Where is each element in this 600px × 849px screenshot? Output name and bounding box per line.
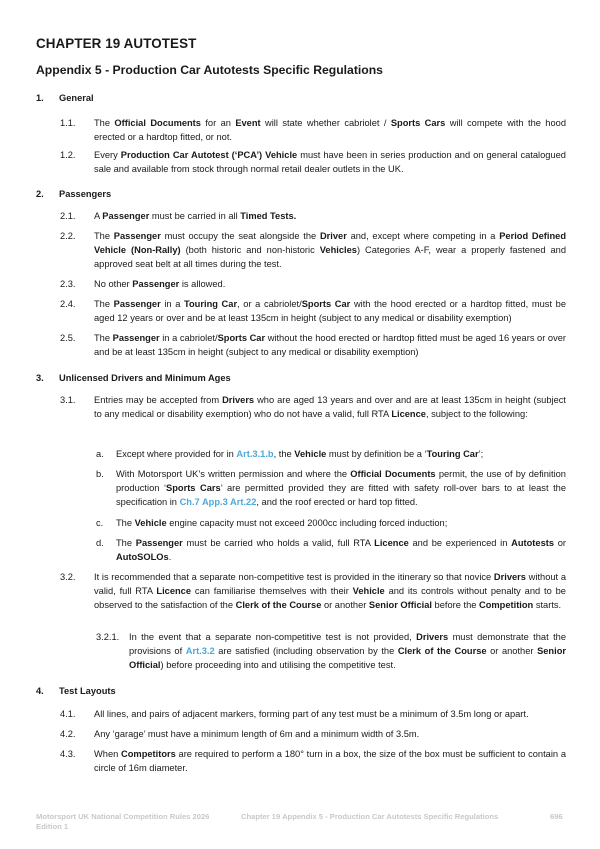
defined-term: Competition <box>479 600 534 610</box>
defined-term: Passenger <box>102 211 150 221</box>
clause-number: c. <box>96 518 104 528</box>
defined-term: Passenger <box>113 299 161 309</box>
defined-term: Event <box>235 118 261 128</box>
defined-term: Clerk of the Course <box>397 646 487 656</box>
clause-text: Entries may be accepted from Drivers who are aged 13 years and over and are at least 135cm in height (subject to any medical or disability exemption) who do not have a valid, full RTA Licence, subject to the following: <box>94 395 566 419</box>
clause-text: No other Passenger is allowed. <box>94 279 226 289</box>
clause-text: Except where provided for in Art.3.1.b, the Vehicle must by definition be a ‘Touring Car’; <box>116 449 484 459</box>
clause-text: The Official Documents for an Event will state whether cabriolet / Sports Cars will compete with the hood erected or a hardtop fitted, or not. <box>94 118 566 142</box>
defined-term: Drivers <box>493 572 526 582</box>
section-title: Unlicensed Drivers and Minimum Ages <box>59 373 231 383</box>
defined-term: Drivers <box>416 632 449 642</box>
clause-number: 2.1. <box>60 211 76 221</box>
defined-term: Clerk of the Course <box>235 600 322 610</box>
defined-term: Senior Official <box>368 600 432 610</box>
clause-text: The Passenger must be carried who holds a valid, full RTA Licence and be experienced in Autotests or AutoSOLOs. <box>116 538 567 562</box>
defined-term: Autotests <box>511 538 555 548</box>
section-number: 2. <box>36 189 44 199</box>
defined-term: Vehicle <box>352 586 385 596</box>
section-number: 4. <box>36 686 44 696</box>
clause-number: 2.2. <box>60 231 76 241</box>
clause-text: In the event that a separate non-competitive test is not provided, Drivers must demonstrate that the provisions of Art.3.2 are satisfied (including observation by the Clerk of the Course or another Senior Official) before proceeding into and utilising the competitive test. <box>129 632 567 670</box>
clause-text: The Passenger must occupy the seat alongside the Driver and, except where competing in a Period Defined Vehicle (Non-Rally) (both historic and non-historic Vehicles) Categories A-F, wear a properly fastened and approved seat belt at all times during the test. <box>94 231 566 269</box>
clause-number: 4.1. <box>60 709 76 719</box>
clause-number: 2.5. <box>60 333 76 343</box>
defined-term: Sports Car <box>301 299 351 309</box>
clause-number: 3.1. <box>60 395 76 405</box>
defined-term: Vehicle <box>294 449 327 459</box>
clause-text: The Passenger in a Touring Car, or a cabriolet/Sports Car with the hood erected or a hardtop fitted, must be aged 12 years or over and be at least 135cm in height (subject to any medical or disability exemption) <box>94 299 567 323</box>
footer-left <box>36 812 209 832</box>
defined-term: Official Documents <box>350 469 436 479</box>
clause-number: 3.2. <box>60 572 76 582</box>
defined-term: Touring Car <box>426 449 479 459</box>
footer-page-number: 696 <box>550 812 563 821</box>
section-number: 1. <box>36 93 44 103</box>
footer-chapter: Chapter 19 Appendix 5 - Production Car Autotests Specific Regulations <box>241 812 499 821</box>
clause-number: 2.3. <box>60 279 76 289</box>
defined-term: Drivers <box>222 395 255 405</box>
cross-reference-link[interactable]: Ch.7 App.3 Art.22 <box>179 497 257 507</box>
clause-text: The Passenger in a cabriolet/Sports Car without the hood erected or hardtop fitted must be aged 16 years or over and be at least 135cm in height (subject to any medical or disability exemption) <box>94 333 566 357</box>
clause-text: With Motorsport UK’s written permission and where the Official Documents permit, the use of by definition production ‘Sports Cars’ are permitted provided they are fitted with safety roll-over bars to at least the specification in Ch.7 App.3 Art.22, and the roof erected or hard top fitted. <box>116 469 566 507</box>
clause-text: Every Production Car Autotest (‘PCA’) Vehicle must have been in series production and on general catalogued sale and available from stock through normal retail dealer outlets in the UK. <box>94 150 566 174</box>
defined-term: Passenger <box>112 333 160 343</box>
defined-term: Licence <box>391 409 426 419</box>
clause-number: b. <box>96 469 104 479</box>
clause-number: 2.4. <box>60 299 76 309</box>
clause-text: All lines, and pairs of adjacent markers, forming part of any test must be a minimum of 3.5m long or apart. <box>94 709 529 719</box>
clause-number: 3.2.1. <box>96 632 120 642</box>
defined-term: Competitors <box>121 749 176 759</box>
cross-reference-link[interactable]: Art.3.1.b <box>236 449 274 459</box>
footer-edition: Edition 1 <box>36 822 69 831</box>
clause-text: When Competitors are required to perform a 180° turn in a box, the size of the box must be sufficient to contain a circle of 16m diameter. <box>94 749 566 773</box>
clause-number: 4.3. <box>60 749 76 759</box>
defined-term: Timed Tests. <box>240 211 297 221</box>
section-title: Test Layouts <box>59 686 116 696</box>
section-title: General <box>59 93 94 103</box>
defined-term: Production Car Autotest (‘PCA’) Vehicle <box>120 150 298 160</box>
defined-term: Official Documents <box>114 118 201 128</box>
clause-number: 4.2. <box>60 729 76 739</box>
defined-term: Vehicle <box>134 518 167 528</box>
clause-number: 1.1. <box>60 118 76 128</box>
defined-term: Sports Cars <box>166 483 221 493</box>
defined-term: Licence <box>156 586 192 596</box>
defined-term: Sports Cars <box>390 118 446 128</box>
defined-term: Passenger <box>132 279 180 289</box>
defined-term: Passenger <box>113 231 161 241</box>
footer-rules-title: Motorsport UK National Competition Rules 2026 <box>36 812 210 821</box>
cross-reference-link[interactable]: Art.3.2 <box>185 646 215 656</box>
clause-text: The Vehicle engine capacity must not exceed 2000cc including forced induction; <box>116 518 448 528</box>
section-number: 3. <box>36 373 44 383</box>
clause-text: Any ‘garage’ must have a minimum length of 6m and a minimum width of 3.5m. <box>94 729 420 739</box>
section-title: Passengers <box>59 189 112 199</box>
clause-number: a. <box>96 449 104 459</box>
defined-term: Senior Official <box>129 646 566 670</box>
appendix-title: Appendix 5 - Production Car Autotests Specific Regulations <box>36 63 383 77</box>
clause-number: d. <box>96 538 104 548</box>
defined-term: AutoSOLOs <box>116 552 169 562</box>
defined-term: Passenger <box>135 538 183 548</box>
defined-term: Vehicles <box>319 245 357 255</box>
defined-term: Period Defined Vehicle (Non-Rally) <box>94 231 566 255</box>
defined-term: Touring Car <box>184 299 238 309</box>
clause-text: A Passenger must be carried in all Timed Tests. <box>94 211 297 221</box>
clause-text: It is recommended that a separate non-competitive test is provided in the itinerary so that novice Drivers without a valid, full RTA Licence can familiarise themselves with their Vehicle and its controls without penalty and to be observed to the satisfaction of the Clerk of the Course or another Senior Official before the Competition starts. <box>94 572 566 610</box>
defined-term: Sports Car <box>217 333 266 343</box>
chapter-title: CHAPTER 19 AUTOTEST <box>36 36 197 51</box>
defined-term: Driver <box>319 231 347 241</box>
clause-number: 1.2. <box>60 150 76 160</box>
defined-term: Licence <box>374 538 409 548</box>
